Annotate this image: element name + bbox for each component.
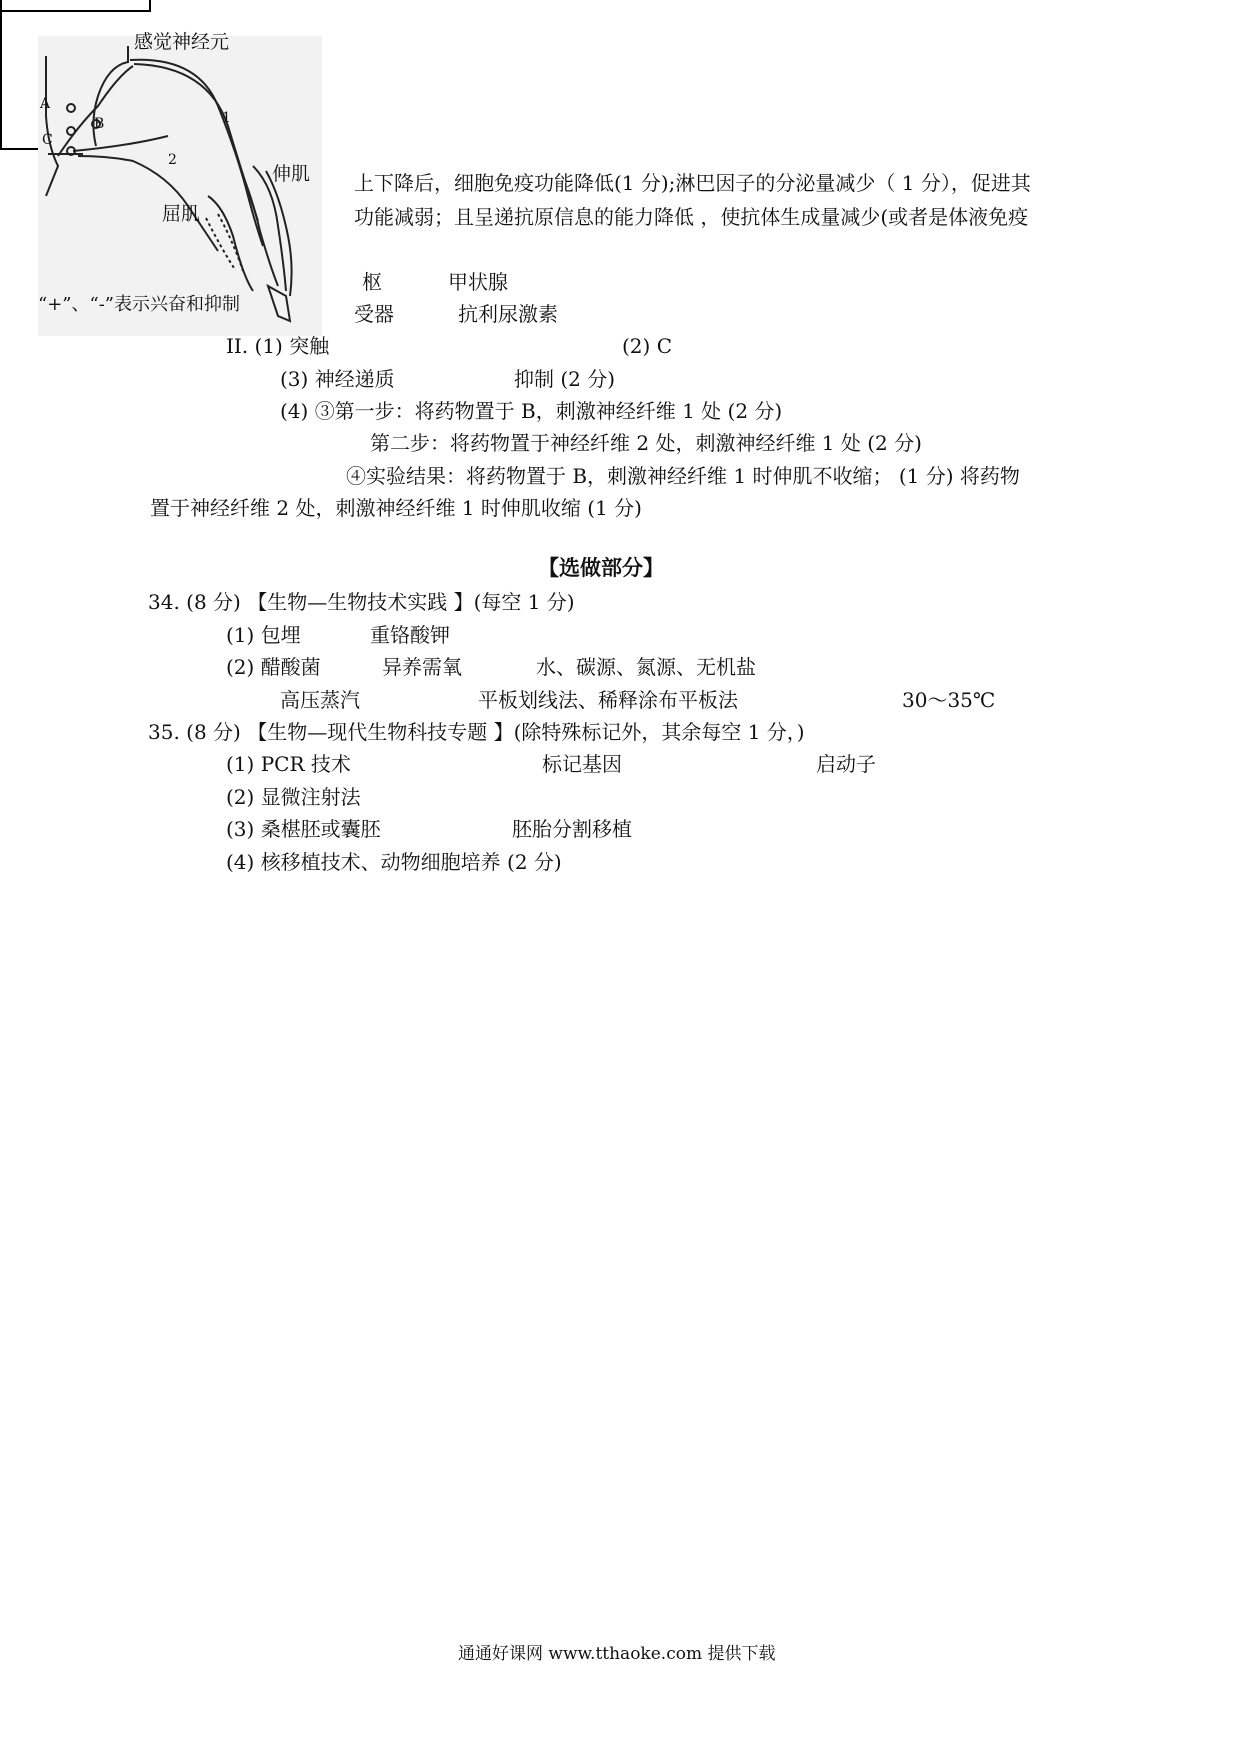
q34-answer-3c: 30～35℃ — [902, 688, 996, 712]
q34-answer-3b: 平板划线法、稀释涂布平板法 — [478, 688, 738, 712]
label-a: A — [40, 96, 51, 112]
answer-line-4b: 抗利尿激素 — [458, 302, 558, 326]
answer-line-6a: (3) 神经递质 — [280, 367, 395, 391]
answer-line-3a: 枢 — [362, 270, 382, 294]
frame-line-left — [0, 0, 2, 150]
question-34: 34. (8 分) 【生物—生物技术实践 】(每空 1 分) — [148, 590, 575, 614]
q35-answer-1b: 标记基因 — [542, 752, 622, 776]
q35-answer-2: (2) 显微注射法 — [226, 785, 361, 809]
q34-answer-2a: (2) 醋酸菌 — [226, 655, 321, 679]
answer-line-8: 第二步：将药物置于神经纤维 2 处，刺激神经纤维 1 处 (2 分) — [370, 431, 922, 455]
reflex-arc-figure — [38, 31, 322, 336]
page-footer: 通通好课网 www.tthaoke.com 提供下载 — [458, 1644, 776, 1664]
answer-line-5a: II. (1) 突触 — [226, 334, 330, 358]
label-sensory-neuron: 感觉神经元 — [134, 31, 230, 53]
q35-answer-3a: (3) 桑椹胚或囊胚 — [226, 817, 381, 841]
answer-line-6b: 抑制 (2 分) — [514, 367, 616, 391]
label-flexor: 屈肌 — [162, 203, 201, 225]
q35-answer-1c: 启动子 — [816, 752, 876, 776]
answer-line-7: (4) ③第一步：将药物置于 B，刺激神经纤维 1 处 (2 分) — [280, 399, 783, 423]
q35-answer-1a: (1) PCR 技术 — [226, 752, 351, 776]
answer-line-2: 功能减弱；且呈递抗原信息的能力降低 ，使抗体生成量减少(或者是体液免疫 — [354, 205, 1029, 229]
q34-answer-2b: 异养需氧 — [382, 655, 462, 679]
frame-line-bottom — [0, 148, 38, 150]
label-extensor: 伸肌 — [272, 163, 311, 185]
q34-answer-1b: 重铬酸钾 — [370, 623, 450, 647]
answer-line-4a: 受器 — [354, 302, 394, 326]
answer-line-1: 上下降后，细胞免疫功能降低(1 分);淋巴因子的分泌量减少（ 1 分），促进其 — [354, 171, 1031, 195]
answer-line-10: 置于神经纤维 2 处，刺激神经纤维 1 时伸肌收缩 (1 分) — [150, 496, 642, 520]
figure-legend: “+”、“-”表示兴奋和抑制 — [38, 294, 240, 315]
section-heading: 【选做部分】 — [538, 555, 664, 580]
frame-line-tick — [149, 0, 151, 12]
answer-line-3b: 甲状腺 — [448, 270, 508, 294]
q35-answer-3b: 胚胎分割移植 — [512, 817, 632, 841]
label-fiber-2: 2 — [168, 152, 177, 168]
question-35: 35. (8 分) 【生物—现代生物科技专题 】(除特殊标记外，其余每空 1 分，) — [148, 720, 805, 744]
q34-answer-3a: 高压蒸汽 — [280, 688, 360, 712]
q34-answer-2c: 水、碳源、氮源、无机盐 — [536, 655, 756, 679]
answer-line-5b: (2) C — [622, 334, 672, 358]
label-fiber-1: 1 — [222, 110, 231, 126]
label-b: B — [94, 116, 105, 132]
q35-answer-4: (4) 核移植技术、动物细胞培养 (2 分) — [226, 850, 562, 874]
frame-line-top — [0, 10, 150, 12]
label-c: C — [42, 132, 53, 148]
reflex-arc-drawing — [38, 36, 322, 336]
q34-answer-1a: (1) 包埋 — [226, 623, 301, 647]
answer-line-9: ④实验结果：将药物置于 B，刺激神经纤维 1 时伸肌不收缩； (1 分) 将药物 — [346, 464, 1020, 488]
